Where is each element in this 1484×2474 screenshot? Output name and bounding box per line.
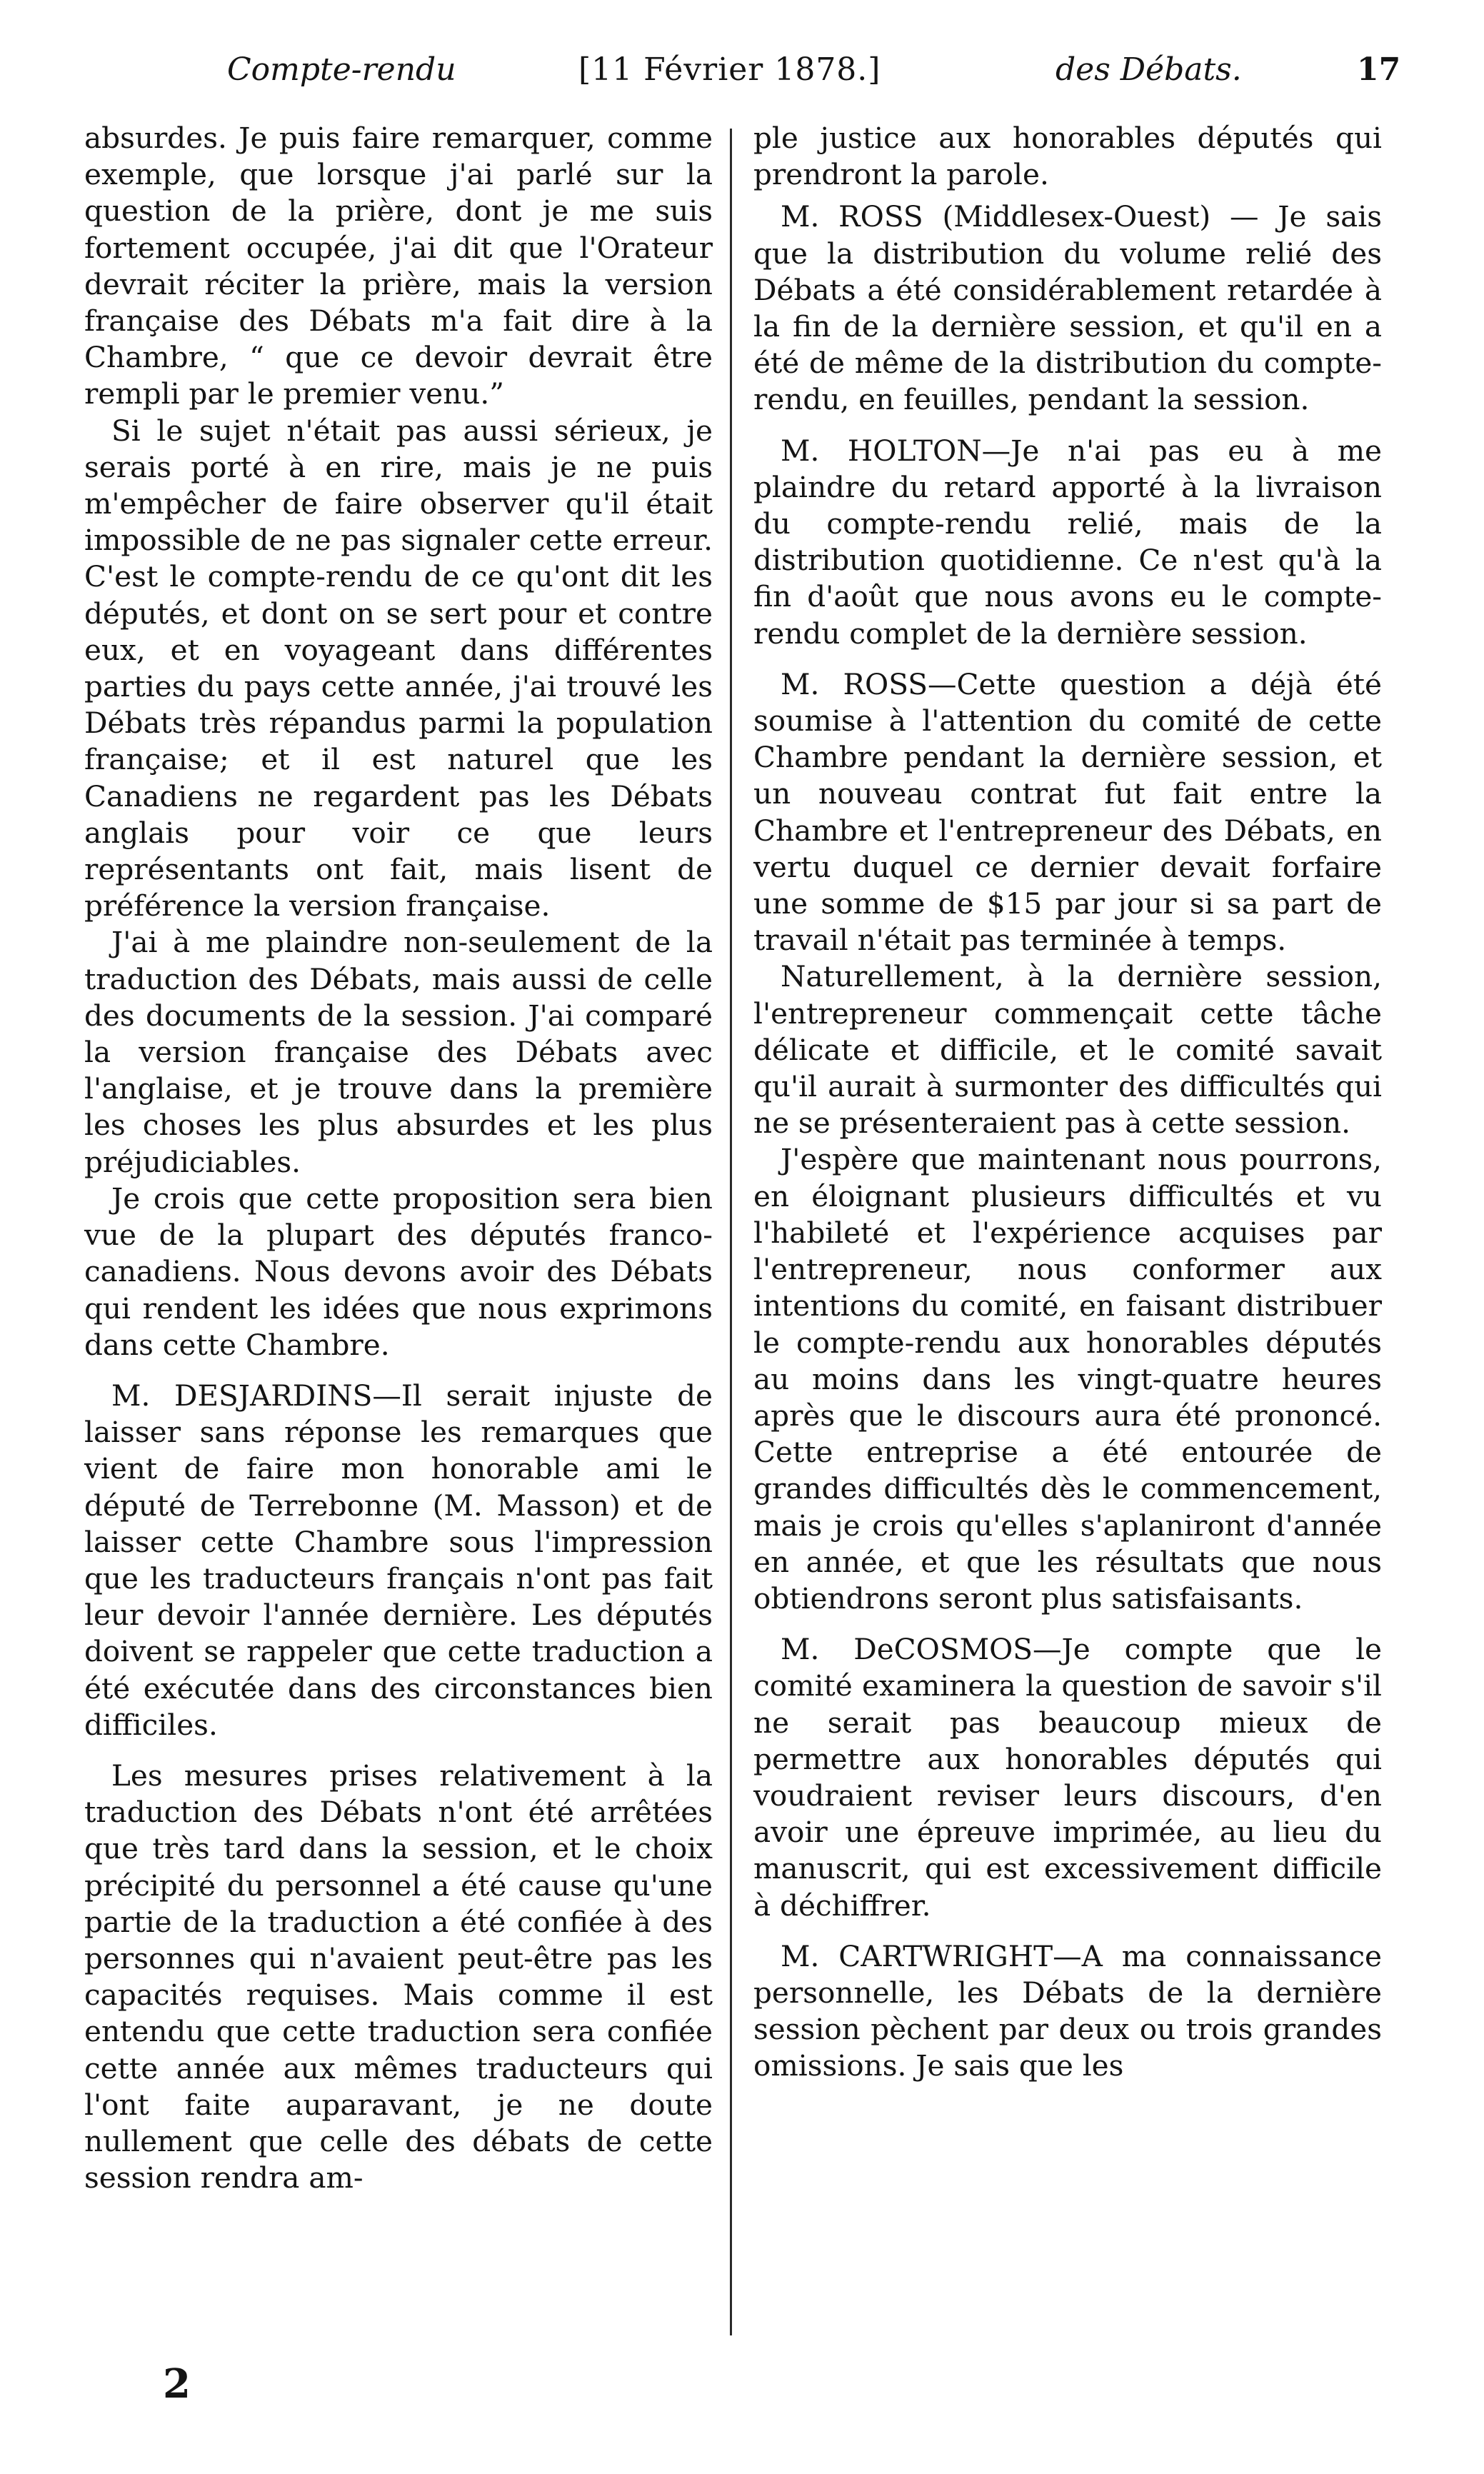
column-divider (730, 129, 732, 2335)
paragraph: J'espère que maintenant nous pourrons, en éloignant plusieurs difficultés et vu l'habileté et l'expérience acquises par l'entrepreneur, nous conformer aux intentions du comité, en faisant distribuer le compte-rendu aux honorables députés au moins dans les vingt-quatre heures après que le discours aura été prononcé. Cette entreprise a été entourée de grandes difficultés dès le commencement, mais je crois qu'elles s'aplaniront d'année en année, et que les résultats que nous obtiendrons seront plus satisfaisants. (753, 1142, 1382, 1616)
left-column (84, 120, 713, 2196)
paragraph: Naturellement, à la dernière session, l'entrepreneur commençait cette tâche délicate et difficile, et le comité savait qu'il aurait à surmonter des difficultés qui ne se présenteraient pas à cette session. (753, 959, 1382, 1141)
paragraph: ple justice aux honorables députés qui prendront la parole. (753, 121, 1382, 192)
paragraph: Je crois que cette proposition sera bien vue de la plupart des députés franco-canadiens. Nous devons avoir des Débats qui rendent les idées que nous exprimons dans cette Chambre. (84, 1181, 713, 1362)
paragraph: Si le sujet n'était pas aussi sérieux, je serais porté à en rire, mais je ne puis m'empêcher de faire observer qu'il était impossible de ne pas signaler cette erreur. C'est le compte-rendu de ce qu'ont dit les députés, et dont on se sert pour et contre eux, et en voyageant dans différentes parties du pays cette année, j'ai trouvé les Débats très répandus parmi la population française; et il est naturel que les Canadiens ne regardent pas les Débats anglais pour voir ce que leurs représentants ont fait, mais lisent de préférence la version française. (84, 413, 713, 923)
speech-ross-middlesex: M. ROSS (Middlesex-Ouest) — Je sais que la distribution du volume relié des Débats a été considérablement retardée à la fin de la dernière session, et qu'il en a été de même de la distribution du compte-rendu, en feuilles, pendant la session. (753, 199, 1382, 417)
paragraph: Les mesures prises relativement à la traduction des Débats n'ont été arrêtées que très tard dans la session, et le choix précipité du personnel a été cause qu'une partie de la traduction a été confiée à des personnes qui n'avaient peut-être pas les capacités requises. Mais comme il est entendu que cette traduction sera confiée cette année aux mêmes traducteurs qui l'ont faite auparavant, je ne doute nullement que celle des débats de cette session rendra am- (84, 1758, 713, 2195)
speech-desjardins: M. DESJARDINS—Il serait injuste de laisser sans réponse les remarques que vient de faire mon honorable ami le député de Terrebonne (M. Masson) et de laisser cette Chambre sous l'impression que les traducteurs français n'ont pas fait leur devoir l'année dernière. Les députés doivent se rappeler que cette traduction a été exécutée dans des circonstances bien difficiles. (84, 1378, 713, 1742)
speech-cartwright: M. CARTWRIGHT—A ma connaissance personnelle, les Débats de la dernière session pèchent par deux ou trois grandes omissions. Je sais que les (753, 1938, 1382, 2083)
signature-mark: 2 (163, 2360, 191, 2408)
paragraph: J'ai à me plaindre non-seulement de la traduction des Débats, mais aussi de celle des documents de la session. J'ai comparé la version française des Débats avec l'anglaise, et je trouve dans la première les choses les plus absurdes et les plus préjudiciables. (84, 925, 713, 1179)
running-head-left: Compte-rendu (227, 51, 456, 88)
right-column (753, 120, 1382, 2085)
running-head-date: [11 Février 1878.] (578, 51, 881, 88)
running-head-right: des Débats. (1056, 51, 1242, 88)
speech-decosmos: M. DeCOSMOS—Je compte que le comité examinera la question de savoir s'il ne serait pas beaucoup mieux de permettre aux honorables députés qui voudraient reviser leurs discours, d'en avoir une épreuve imprimée, au lieu du manuscrit, qui est excessivement difficile à déchiffrer. (753, 1632, 1382, 1923)
paragraph: absurdes. Je puis faire remarquer, comme exemple, que lorsque j'ai parlé sur la question de la prière, dont je me suis fortement occupée, j'ai dit que l'Orateur devrait réciter la prière, mais la version française des Débats m'a fait dire à la Chambre, “ que ce devoir devrait être rempli par le premier venu.” (84, 121, 713, 411)
speech-ross: M. ROSS—Cette question a déjà été soumise à l'attention du comité de cette Chambre pendant la dernière session, et un nouveau contrat fut fait entre la Chambre et l'entrepreneur des Débats, en vertu duquel ce dernier devait forfaire une somme de $15 par jour si sa part de travail n'était pas terminée à temps. (753, 666, 1382, 958)
running-head (0, 49, 1484, 99)
speech-holton: M. HOLTON—Je n'ai pas eu à me plaindre du retard apporté à la livraison du compte-rendu relié, mais de la distribution quotidienne. Ce n'est qu'à la fin d'août que nous avons eu le compte-rendu complet de la dernière session. (753, 433, 1382, 651)
page-number: 17 (1357, 51, 1401, 88)
